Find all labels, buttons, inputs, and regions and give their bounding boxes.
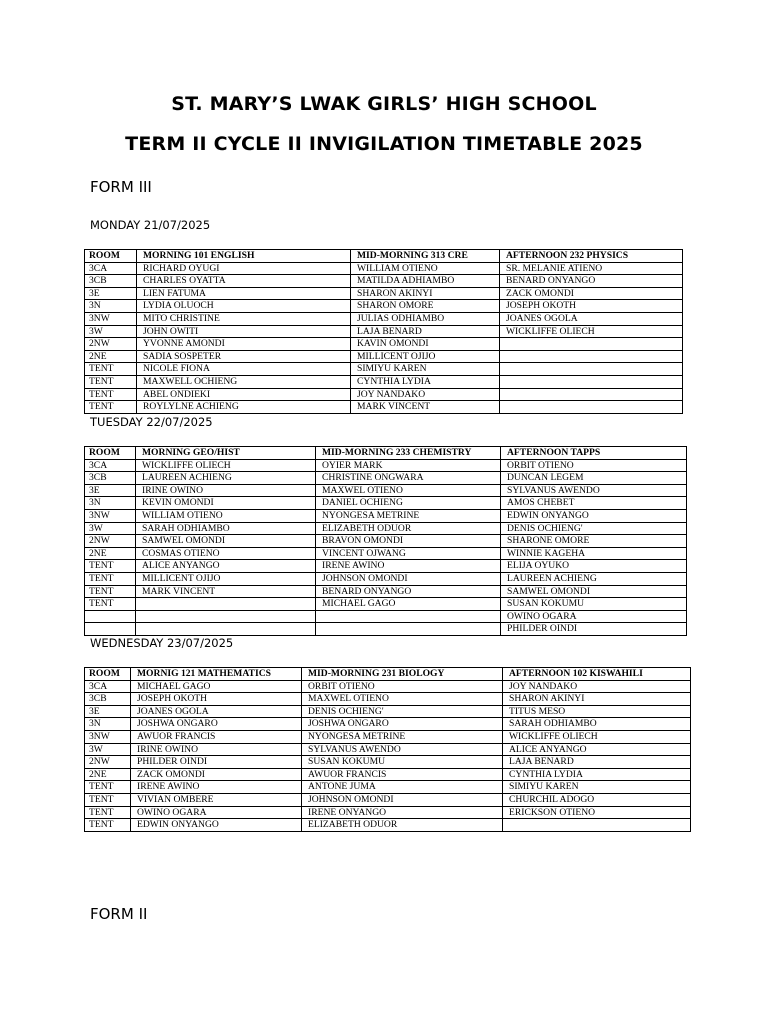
room-cell: TENT: [85, 781, 131, 794]
table-row: [85, 718, 691, 731]
morning-invigilator-cell: [136, 623, 316, 636]
afternoon-invigilator-cell: SIMIYU KAREN: [503, 781, 691, 794]
mid-morning-invigilator-cell: VINCENT OJWANG: [316, 547, 501, 560]
room-cell: 3N: [85, 497, 136, 510]
room-cell: 3CB: [85, 472, 136, 485]
morning-invigilator-cell: [136, 598, 316, 611]
afternoon-invigilator-cell: AMOS CHEBET: [501, 497, 687, 510]
afternoon-invigilator-cell: SAMWEL OMONDI: [501, 585, 687, 598]
header-row: [85, 668, 691, 681]
morning-header: MORNIG 121 MATHEMATICS: [131, 668, 302, 681]
morning-invigilator-cell: VIVIAN OMBERE: [131, 793, 302, 806]
room-cell: 3N: [85, 300, 137, 313]
mid-morning-invigilator-cell: ELIZABETH ODUOR: [316, 522, 501, 535]
table-row: [85, 793, 691, 806]
mid-morning-invigilator-cell: JOSHWA ONGARO: [302, 718, 503, 731]
table-row: [85, 275, 683, 288]
room-header: ROOM: [85, 447, 136, 460]
room-cell: 3N: [85, 718, 131, 731]
afternoon-invigilator-cell: [500, 350, 683, 363]
afternoon-invigilator-cell: CHURCHIL ADOGO: [503, 793, 691, 806]
mid-morning-invigilator-cell: ORBIT OTIENO: [302, 680, 503, 693]
mid-morning-invigilator-cell: ANTONE JUMA: [302, 781, 503, 794]
room-cell: 3CA: [85, 262, 137, 275]
table-row: [85, 350, 683, 363]
table-row: [85, 560, 687, 573]
monday-heading: MONDAY 21/07/2025: [90, 218, 211, 232]
afternoon-invigilator-cell: JOANES OGOLA: [500, 312, 683, 325]
table-row: [85, 806, 691, 819]
table-row: [85, 338, 683, 351]
afternoon-invigilator-cell: ELIJA OYUKO: [501, 560, 687, 573]
table-row: [85, 623, 687, 636]
room-cell: TENT: [85, 375, 137, 388]
room-cell: TENT: [85, 388, 137, 401]
morning-invigilator-cell: AWUOR FRANCIS: [131, 730, 302, 743]
afternoon-invigilator-cell: LAJA BENARD: [503, 756, 691, 769]
morning-invigilator-cell: EDWIN ONYANGO: [131, 819, 302, 832]
room-cell: 2NW: [85, 535, 136, 548]
morning-invigilator-cell: WICKLIFFE OLIECH: [136, 459, 316, 472]
mid-morning-invigilator-cell: BENARD ONYANGO: [316, 585, 501, 598]
mid-morning-invigilator-cell: BRAVON OMONDI: [316, 535, 501, 548]
form-three-heading: FORM III: [90, 178, 152, 196]
afternoon-invigilator-cell: [500, 338, 683, 351]
mid-morning-invigilator-cell: CHRISTINE ONGWARA: [316, 472, 501, 485]
morning-header: MORNING GEO/HIST: [136, 447, 316, 460]
table-row: [85, 401, 683, 414]
morning-invigilator-cell: WILLIAM OTIENO: [136, 509, 316, 522]
room-cell: 2NE: [85, 768, 131, 781]
table-row: [85, 388, 683, 401]
table-row: [85, 585, 687, 598]
monday-table: [84, 249, 683, 414]
room-cell: TENT: [85, 598, 136, 611]
mid-morning-invigilator-cell: MAXWEL OTIENO: [302, 693, 503, 706]
room-cell: 3CA: [85, 459, 136, 472]
mid-morning-invigilator-cell: IRENE AWINO: [316, 560, 501, 573]
table-row: [85, 325, 683, 338]
morning-invigilator-cell: PHILDER OINDI: [131, 756, 302, 769]
room-cell: 3CB: [85, 693, 131, 706]
morning-invigilator-cell: JOSHWA ONGARO: [131, 718, 302, 731]
morning-invigilator-cell: [136, 610, 316, 623]
afternoon-invigilator-cell: ERICKSON OTIENO: [503, 806, 691, 819]
mid-morning-invigilator-cell: DANIEL OCHIENG: [316, 497, 501, 510]
afternoon-invigilator-cell: BENARD ONYANGO: [500, 275, 683, 288]
afternoon-invigilator-cell: EDWIN ONYANGO: [501, 509, 687, 522]
afternoon-invigilator-cell: JOY NANDAKO: [503, 680, 691, 693]
afternoon-invigilator-cell: CYNTHIA LYDIA: [503, 768, 691, 781]
room-cell: 3E: [85, 705, 131, 718]
mid-morning-invigilator-cell: JULIAS ODHIAMBO: [351, 312, 500, 325]
morning-invigilator-cell: CHARLES OYATTA: [137, 275, 351, 288]
afternoon-invigilator-cell: ZACK OMONDI: [500, 287, 683, 300]
morning-invigilator-cell: IRINE OWINO: [131, 743, 302, 756]
afternoon-header: AFTERNOON 232 PHYSICS: [500, 250, 683, 263]
room-cell: 2NE: [85, 547, 136, 560]
room-cell: 3CB: [85, 275, 137, 288]
table-row: [85, 522, 687, 535]
room-cell: TENT: [85, 401, 137, 414]
table-row: [85, 484, 687, 497]
room-cell: [85, 623, 136, 636]
mid-morning-invigilator-cell: JOHNSON OMONDI: [302, 793, 503, 806]
table-row: [85, 497, 687, 510]
morning-invigilator-cell: SADIA SOSPETER: [137, 350, 351, 363]
afternoon-header: AFTERNOON TAPPS: [501, 447, 687, 460]
table-row: [85, 680, 691, 693]
room-cell: 3NW: [85, 312, 137, 325]
morning-invigilator-cell: MILLICENT OJIJO: [136, 572, 316, 585]
mid-morning-invigilator-cell: MARK VINCENT: [351, 401, 500, 414]
morning-invigilator-cell: LAUREEN ACHIENG: [136, 472, 316, 485]
room-cell: 3E: [85, 484, 136, 497]
room-cell: 2NW: [85, 756, 131, 769]
afternoon-invigilator-cell: WICKLIFFE OLIECH: [503, 730, 691, 743]
morning-invigilator-cell: YVONNE AMONDI: [137, 338, 351, 351]
afternoon-invigilator-cell: WICKLIFFE OLIECH: [500, 325, 683, 338]
table-row: [85, 705, 691, 718]
mid-morning-invigilator-cell: NYONGESA METRINE: [302, 730, 503, 743]
morning-invigilator-cell: JOHN OWITI: [137, 325, 351, 338]
table-row: [85, 535, 687, 548]
afternoon-invigilator-cell: SYLVANUS AWENDO: [501, 484, 687, 497]
afternoon-invigilator-cell: ORBIT OTIENO: [501, 459, 687, 472]
afternoon-invigilator-cell: PHILDER OINDI: [501, 623, 687, 636]
mid-morning-invigilator-cell: LAJA BENARD: [351, 325, 500, 338]
morning-invigilator-cell: JOANES OGOLA: [131, 705, 302, 718]
mid-morning-invigilator-cell: SHARON AKINYI: [351, 287, 500, 300]
room-header: ROOM: [85, 668, 131, 681]
mid-morning-invigilator-cell: NYONGESA METRINE: [316, 509, 501, 522]
room-cell: 2NE: [85, 350, 137, 363]
afternoon-invigilator-cell: [503, 819, 691, 832]
afternoon-invigilator-cell: JOSEPH OKOTH: [500, 300, 683, 313]
afternoon-invigilator-cell: SHARON AKINYI: [503, 693, 691, 706]
room-cell: 2NW: [85, 338, 137, 351]
mid-morning-invigilator-cell: SHARON OMORE: [351, 300, 500, 313]
room-cell: TENT: [85, 793, 131, 806]
mid-morning-invigilator-cell: SYLVANUS AWENDO: [302, 743, 503, 756]
header-row: [85, 447, 687, 460]
afternoon-invigilator-cell: DENIS OCHIENG': [501, 522, 687, 535]
mid-morning-header: MID-MORNING 313 CRE: [351, 250, 500, 263]
mid-morning-header: MID-MORNING 233 CHEMISTRY: [316, 447, 501, 460]
mid-morning-invigilator-cell: JOHNSON OMONDI: [316, 572, 501, 585]
morning-invigilator-cell: MARK VINCENT: [136, 585, 316, 598]
wednesday-table: [84, 667, 691, 832]
afternoon-invigilator-cell: SUSAN KOKUMU: [501, 598, 687, 611]
table-row: [85, 287, 683, 300]
morning-invigilator-cell: IRENE AWINO: [131, 781, 302, 794]
mid-morning-invigilator-cell: OYIER MARK: [316, 459, 501, 472]
room-cell: TENT: [85, 363, 137, 376]
room-cell: 3CA: [85, 680, 131, 693]
morning-invigilator-cell: LIEN FATUMA: [137, 287, 351, 300]
morning-invigilator-cell: OWINO OGARA: [131, 806, 302, 819]
form-two-heading: FORM II: [90, 905, 148, 923]
afternoon-invigilator-cell: TITUS MESO: [503, 705, 691, 718]
room-cell: 3NW: [85, 730, 131, 743]
morning-invigilator-cell: ALICE ANYANGO: [136, 560, 316, 573]
tuesday-table: [84, 446, 687, 636]
table-row: [85, 375, 683, 388]
morning-invigilator-cell: JOSEPH OKOTH: [131, 693, 302, 706]
mid-morning-invigilator-cell: MATILDA ADHIAMBO: [351, 275, 500, 288]
morning-invigilator-cell: LYDIA OLUOCH: [137, 300, 351, 313]
table-row: [85, 472, 687, 485]
afternoon-invigilator-cell: OWINO OGARA: [501, 610, 687, 623]
morning-invigilator-cell: ZACK OMONDI: [131, 768, 302, 781]
table-row: [85, 547, 687, 560]
table-row: [85, 610, 687, 623]
room-cell: 3W: [85, 522, 136, 535]
table-row: [85, 363, 683, 376]
table-row: [85, 730, 691, 743]
wednesday-heading: WEDNESDAY 23/07/2025: [90, 636, 234, 650]
mid-morning-invigilator-cell: [316, 610, 501, 623]
table-row: [85, 262, 683, 275]
morning-invigilator-cell: SAMWEL OMONDI: [136, 535, 316, 548]
room-cell: 3W: [85, 743, 131, 756]
table-row: [85, 819, 691, 832]
mid-morning-invigilator-cell: CYNTHIA LYDIA: [351, 375, 500, 388]
afternoon-invigilator-cell: SHARONE OMORE: [501, 535, 687, 548]
table-row: [85, 509, 687, 522]
timetable-title: TERM II CYCLE II INVIGILATION TIMETABLE 2025: [125, 133, 643, 155]
table-row: [85, 598, 687, 611]
table-row: [85, 781, 691, 794]
table-row: [85, 572, 687, 585]
afternoon-invigilator-cell: SR. MELANIE ATIENO: [500, 262, 683, 275]
morning-invigilator-cell: MITO CHRISTINE: [137, 312, 351, 325]
school-title: ST. MARY’S LWAK GIRLS’ HIGH SCHOOL: [171, 93, 597, 115]
morning-invigilator-cell: ROYLYLNE ACHIENG: [137, 401, 351, 414]
afternoon-invigilator-cell: LAUREEN ACHIENG: [501, 572, 687, 585]
room-header: ROOM: [85, 250, 137, 263]
afternoon-invigilator-cell: [500, 388, 683, 401]
room-cell: 3E: [85, 287, 137, 300]
mid-morning-invigilator-cell: MILLICENT OJIJO: [351, 350, 500, 363]
table-row: [85, 459, 687, 472]
morning-invigilator-cell: IRINE OWINO: [136, 484, 316, 497]
afternoon-invigilator-cell: ALICE ANYANGO: [503, 743, 691, 756]
mid-morning-invigilator-cell: DENIS OCHIENG': [302, 705, 503, 718]
mid-morning-header: MID-MORNING 231 BIOLOGY: [302, 668, 503, 681]
mid-morning-invigilator-cell: MICHAEL GAGO: [316, 598, 501, 611]
afternoon-invigilator-cell: [500, 363, 683, 376]
mid-morning-invigilator-cell: JOY NANDAKO: [351, 388, 500, 401]
mid-morning-invigilator-cell: KAVIN OMONDI: [351, 338, 500, 351]
mid-morning-invigilator-cell: IRENE ONYANGO: [302, 806, 503, 819]
table-row: [85, 312, 683, 325]
tuesday-heading: TUESDAY 22/07/2025: [90, 415, 213, 429]
room-cell: TENT: [85, 585, 136, 598]
afternoon-invigilator-cell: SARAH ODHIAMBO: [503, 718, 691, 731]
room-cell: TENT: [85, 572, 136, 585]
mid-morning-invigilator-cell: [316, 623, 501, 636]
morning-invigilator-cell: ABEL ONDIEKI: [137, 388, 351, 401]
mid-morning-invigilator-cell: ELIZABETH ODUOR: [302, 819, 503, 832]
afternoon-invigilator-cell: [500, 375, 683, 388]
table-row: [85, 693, 691, 706]
morning-invigilator-cell: KEVIN OMONDI: [136, 497, 316, 510]
mid-morning-invigilator-cell: SIMIYU KAREN: [351, 363, 500, 376]
morning-header: MORNING 101 ENGLISH: [137, 250, 351, 263]
morning-invigilator-cell: MAXWELL OCHIENG: [137, 375, 351, 388]
table-row: [85, 756, 691, 769]
morning-invigilator-cell: NICOLE FIONA: [137, 363, 351, 376]
header-row: [85, 250, 683, 263]
morning-invigilator-cell: MICHAEL GAGO: [131, 680, 302, 693]
room-cell: TENT: [85, 819, 131, 832]
room-cell: TENT: [85, 560, 136, 573]
room-cell: TENT: [85, 806, 131, 819]
table-row: [85, 768, 691, 781]
table-row: [85, 743, 691, 756]
afternoon-header: AFTERNOON 102 KISWAHILI: [503, 668, 691, 681]
room-cell: 3NW: [85, 509, 136, 522]
mid-morning-invigilator-cell: WILLIAM OTIENO: [351, 262, 500, 275]
morning-invigilator-cell: SARAH ODHIAMBO: [136, 522, 316, 535]
table-row: [85, 300, 683, 313]
mid-morning-invigilator-cell: SUSAN KOKUMU: [302, 756, 503, 769]
mid-morning-invigilator-cell: AWUOR FRANCIS: [302, 768, 503, 781]
morning-invigilator-cell: COSMAS OTIENO: [136, 547, 316, 560]
afternoon-invigilator-cell: [500, 401, 683, 414]
morning-invigilator-cell: RICHARD OYUGI: [137, 262, 351, 275]
afternoon-invigilator-cell: DUNCAN LEGEM: [501, 472, 687, 485]
room-cell: 3W: [85, 325, 137, 338]
afternoon-invigilator-cell: WINNIE KAGEHA: [501, 547, 687, 560]
room-cell: [85, 610, 136, 623]
mid-morning-invigilator-cell: MAXWEL OTIENO: [316, 484, 501, 497]
